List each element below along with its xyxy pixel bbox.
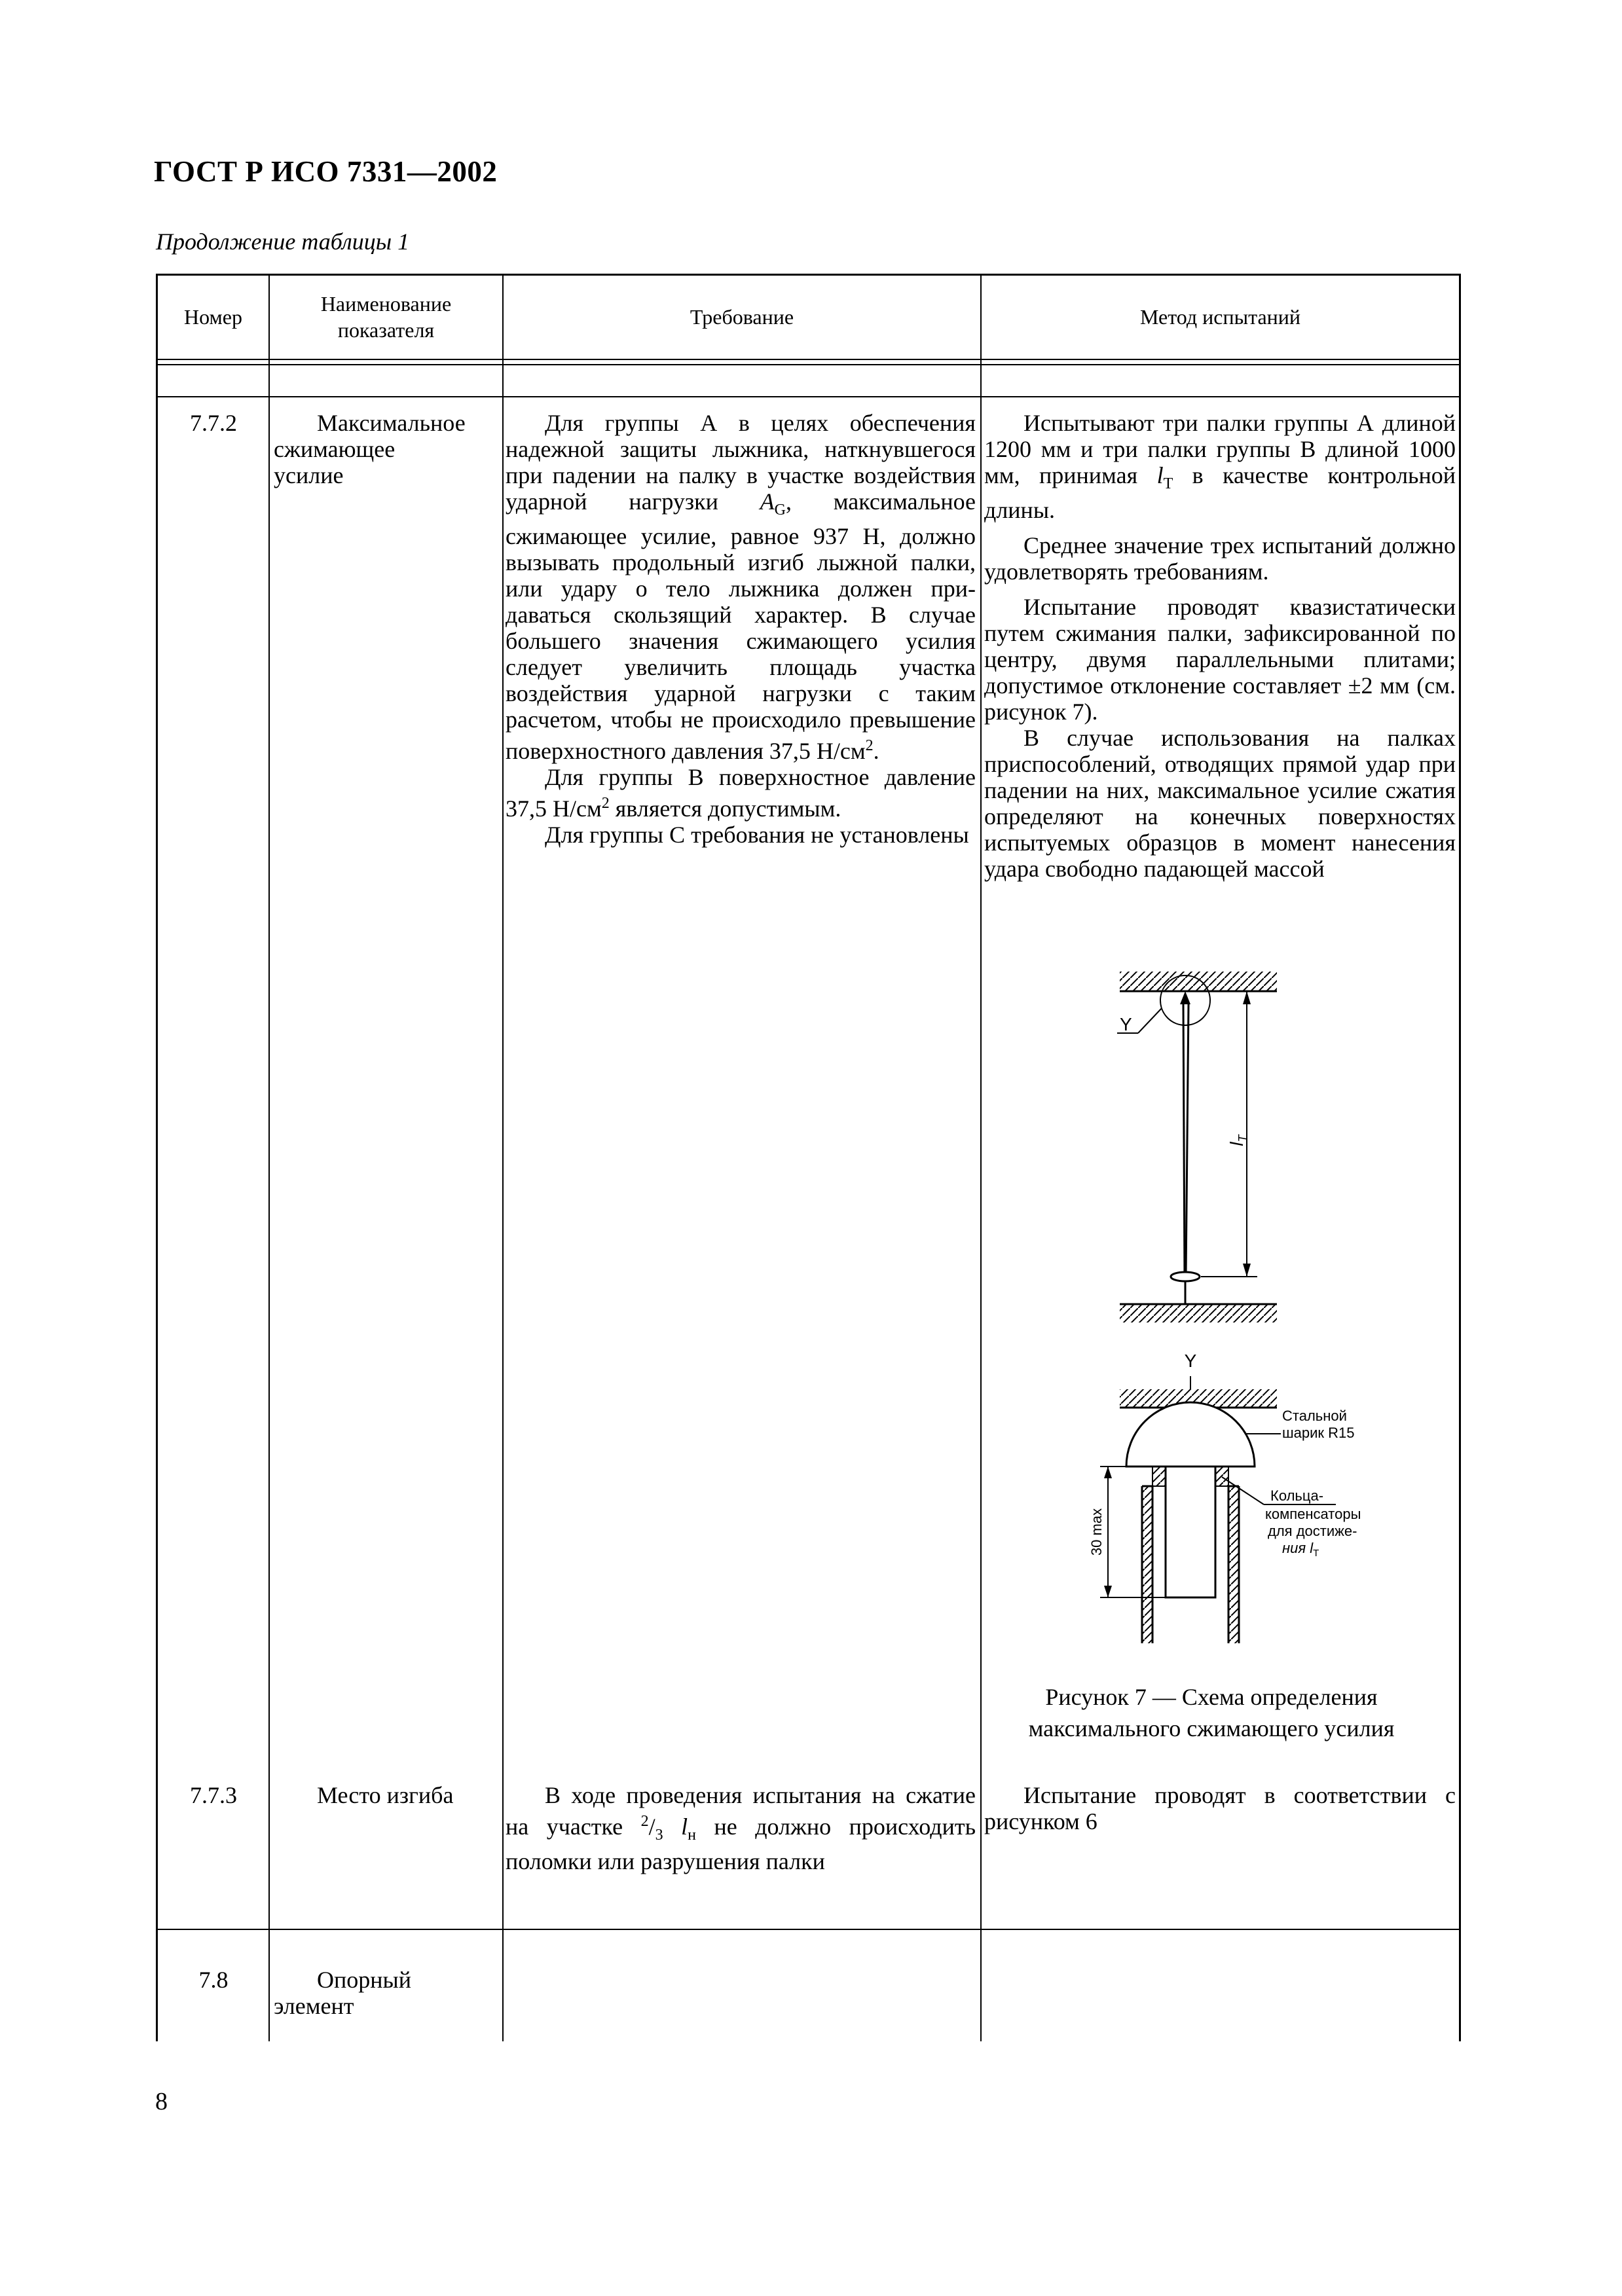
row-name-line3: усилие [274, 462, 344, 488]
rings-label-line3: для достиже- [1268, 1523, 1357, 1539]
rings-label-line4: ния $l_Т$ [1282, 1540, 1319, 1559]
requirement-text: Для группы В поверхностное давление 37,5 Н/см [506, 764, 976, 822]
requirement-paragraph-c: Для группы С требования не установлены [545, 822, 969, 848]
row-number: 7.7.3 [190, 1782, 237, 1808]
rings-label-line1: Кольца- [1270, 1487, 1324, 1504]
document-title: ГОСТ Р ИСО 7331—2002 [154, 155, 498, 188]
requirement-text: является допустимым. [609, 795, 841, 822]
subscript: н [688, 1827, 696, 1844]
bottom-plate-hatch [1120, 1304, 1277, 1322]
requirement-paragraph-a [506, 410, 976, 764]
method-paragraph-1 [984, 410, 1456, 523]
page-number: 8 [155, 2088, 168, 2115]
header-number: Номер [184, 305, 242, 329]
col-line-1 [268, 274, 270, 2041]
ring-left [1152, 1467, 1166, 1486]
requirement-text: Для группы А в целях обеспечения надежной защиты лыжника, наткнувшегося при падении на палку в участке воздействия ударной нагрузки [506, 410, 976, 515]
row-name-line1: Максимальное [317, 410, 466, 436]
row-method [984, 410, 1456, 882]
row-number: 7.8 [198, 1967, 229, 1993]
dim30-arrow-top [1104, 1467, 1112, 1478]
subscript: Т [1163, 475, 1173, 493]
row-name [274, 410, 500, 488]
requirement-text: В ходе проведения испытания на сжатие на участке [506, 1782, 976, 1840]
dim30-arrow-bottom [1104, 1586, 1112, 1597]
pole-grip-tip [1180, 991, 1190, 1004]
header-requirement: Требование [690, 305, 794, 329]
detail-leader [1138, 1008, 1162, 1033]
superscript: 2 [865, 737, 874, 755]
method-paragraph-2: Среднее значение трех испытаний должно удовлетворять требованиям. [984, 532, 1456, 585]
row-name: Место изгиба [317, 1782, 454, 1808]
row-name-line1: Опорный [317, 1967, 411, 1993]
method-text: Испытывают три палки группы А длиной 1200 мм и три палки группы В длиной 1000 мм, принимая [984, 410, 1456, 488]
figure-7-caption [989, 1681, 1434, 1744]
requirement-text: . [873, 738, 879, 765]
row-method [984, 1782, 1456, 1834]
fraction-numerator: 2 [640, 1813, 649, 1830]
table-continuation-label: Продолжение таблицы 1 [156, 228, 410, 255]
method-paragraph-3: Испытание проводят квазистатически путем сжимания палки, зафиксированной по центру, двумя параллельными плитами; допустимое отклонение составляет ±2 мм (см. рисунок 7). [984, 594, 1456, 725]
ring-right [1215, 1467, 1228, 1486]
subscript: G [774, 501, 786, 519]
variable: A [760, 488, 775, 515]
figure-7-overall-scheme [1107, 962, 1290, 1329]
pole-shaft-left [1183, 1004, 1185, 1277]
detail-title-y: Y [1184, 1351, 1197, 1371]
caption-line1: Рисунок 7 — Схема определения [1045, 1684, 1378, 1710]
variable: l [681, 1813, 688, 1840]
requirement-text: не должно происходить поломки или разрушения палки [506, 1813, 976, 1875]
requirement-text: , максимальное сжимающее усилие, равное 937 Н, должно вызывать продольный изгиб лыжной палки, или удару о тело лыжника должен придаваться скользящий характер. В случае большего значения сжимающего усилия следует увеличить площадь участка воздействия ударной нагрузки с таким расчетом, чтобы не происходило превышение поверхностного давления 37,5 Н/см [506, 488, 976, 765]
tube-hatch-right [1228, 1486, 1239, 1643]
row-name-line2: элемент [274, 1993, 354, 2019]
dim-arrow-bottom [1243, 1264, 1251, 1277]
row-name-line2: сжимающее [274, 436, 396, 462]
row-requirement [506, 410, 976, 848]
superscript: 2 [601, 795, 610, 812]
col-line-left [156, 274, 158, 2041]
variable: l [1156, 462, 1164, 488]
fraction-denominator: 3 [655, 1827, 663, 1844]
col-line-3 [980, 274, 982, 2041]
ball-label-line2: шарик R15 [1282, 1425, 1355, 1441]
row-name [274, 1967, 500, 2019]
rings-label-line2: компенсаторы [1265, 1506, 1361, 1522]
pole-basket [1171, 1272, 1200, 1281]
header-name-line2: показателя [337, 318, 435, 342]
method-text: в качестве контрольной длины. [984, 462, 1456, 524]
method-paragraph-4: В случае использования на палках приспособлений, отводящих прямой удар при падении на них, максимальное усилие сжатия определяют на конечных поверхностях испытуемых образцов в момент нанесения удара свободно падающей массой [984, 725, 1456, 883]
row-divider [156, 1929, 1460, 1930]
length-label: $l_Т$ [1226, 1135, 1249, 1146]
header-divider-2 [156, 364, 1460, 365]
top-plate-hatch [1120, 972, 1277, 991]
tube-hatch-left [1142, 1486, 1152, 1643]
steel-ball [1126, 1402, 1255, 1467]
grip-inner [1166, 1467, 1215, 1597]
col-line-2 [502, 274, 504, 2041]
header-name [270, 291, 502, 343]
ball-label-line1: Стальной [1282, 1408, 1347, 1424]
requirement-paragraph-b [506, 764, 976, 822]
dim30-label: 30 max [1088, 1508, 1105, 1556]
pole-shaft-right [1186, 1004, 1189, 1277]
row-requirement [506, 1782, 976, 1874]
requirement-paragraph: В ходе проведения испытания на сжатие на участке $^2/_3$ $l_н$ не должно происходить поломки или разрушения палки [506, 1782, 976, 1875]
col-line-right [1459, 274, 1461, 2041]
dim-arrow-top [1243, 991, 1251, 1004]
figure-7-detail-y [1074, 1349, 1401, 1663]
header-name-line1: Наименование [320, 292, 452, 316]
body-top-divider [156, 396, 1460, 397]
detail-y-label: Y [1120, 1014, 1132, 1034]
method-paragraph: Испытание проводят в соответствии с рисунком 6 [984, 1782, 1456, 1834]
header-method: Метод испытаний [1139, 305, 1301, 329]
caption-line2: максимального сжимающего усилия [1028, 1715, 1395, 1741]
row-number: 7.7.2 [190, 410, 237, 436]
header-divider-1 [156, 359, 1460, 360]
table-top-border [156, 274, 1460, 276]
